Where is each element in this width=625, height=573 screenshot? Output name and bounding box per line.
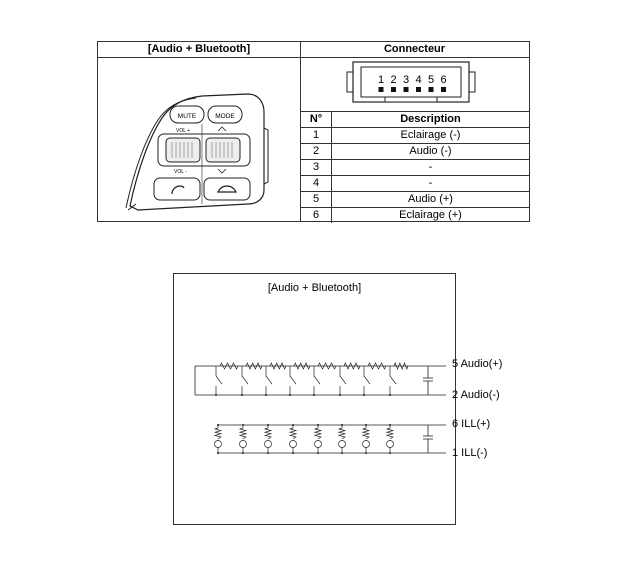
junction-dot [363, 394, 365, 396]
junction-dot [265, 394, 267, 396]
switch-contact [216, 376, 222, 384]
pin-description: Audio (-) [409, 145, 452, 157]
schematic-title: [Audio + Bluetooth] [267, 282, 362, 294]
pin-number: 5 [301, 192, 332, 207]
junction-dot [242, 452, 244, 454]
terminal-audio-plus: 5 Audio(+) [452, 358, 503, 370]
lamp-symbol [339, 441, 346, 448]
junction-dot [365, 452, 367, 454]
terminal-audio-minus: 2 Audio(-) [452, 389, 500, 401]
junction-dot [215, 394, 217, 396]
junction-dot [217, 452, 219, 454]
junction-dot [339, 394, 341, 396]
junction-dot [389, 452, 391, 454]
junction-dot [267, 452, 269, 454]
pin-description: Eclairage (-) [400, 129, 461, 141]
switch-contact [290, 376, 296, 384]
junction-dot [389, 424, 391, 426]
resistor-symbol [240, 428, 246, 439]
junction-dot [365, 424, 367, 426]
resistor-symbol [294, 363, 310, 369]
pin-number: 2 [301, 144, 332, 159]
lamp-symbol [215, 441, 222, 448]
lamp-symbol [387, 441, 394, 448]
terminal-ill-minus: 1 ILL(-) [452, 447, 488, 459]
switch-contact [242, 376, 248, 384]
switch-contact [390, 376, 396, 384]
connector-pin-number: 4 [415, 74, 422, 86]
pin-description: Audio (+) [408, 193, 453, 205]
resistor-symbol [246, 363, 262, 369]
pin-description: - [428, 161, 433, 173]
connector-pin-number: 1 [377, 74, 385, 86]
resistor-symbol [265, 428, 271, 439]
junction-dot [242, 424, 244, 426]
lamp-symbol [240, 441, 247, 448]
junction-dot [313, 394, 315, 396]
resistor-symbol [290, 428, 296, 439]
junction-dot [317, 424, 319, 426]
resistor-symbol [368, 363, 386, 369]
resistor-symbol [315, 428, 321, 439]
resistor-symbol [270, 363, 286, 369]
connector-header: Connecteur [300, 42, 529, 58]
vol-down-label: VOL - [174, 169, 187, 175]
junction-dot [341, 424, 343, 426]
mute-button-label: MUTE [177, 113, 197, 120]
pin-description-header: Description [400, 113, 461, 125]
junction-dot [341, 452, 343, 454]
vol-up-label: VOL + [176, 128, 191, 134]
switch-contact [340, 376, 346, 384]
pin-number: 3 [301, 160, 332, 175]
resistor-symbol [220, 363, 238, 369]
switch-contact [364, 376, 370, 384]
resistor-symbol [339, 428, 345, 439]
pin-number: 6 [301, 208, 332, 223]
resistor-symbol [344, 363, 360, 369]
connector-pin-number: 5 [427, 74, 435, 86]
pin-number-header: N° [301, 112, 332, 127]
pin-description: - [428, 177, 433, 189]
pin-number: 4 [301, 176, 332, 191]
resistor-symbol [387, 428, 393, 439]
lamp-symbol [265, 441, 272, 448]
connector-pin-number: 2 [390, 74, 397, 86]
lamp-symbol [363, 441, 370, 448]
junction-dot [317, 452, 319, 454]
switch-contact [266, 376, 272, 384]
connector-pin-number: 6 [440, 74, 447, 86]
pin-number: 1 [301, 128, 332, 143]
switch-header: [Audio + Bluetooth] [98, 42, 301, 58]
lamp-symbol [290, 441, 297, 448]
resistor-symbol [215, 428, 221, 439]
mode-button-label: MODE [215, 113, 235, 120]
resistor-symbol [318, 363, 336, 369]
resistor-symbol [363, 428, 369, 439]
junction-dot [389, 394, 391, 396]
junction-dot [217, 424, 219, 426]
switch-contact [314, 376, 320, 384]
resistor-symbol [394, 363, 408, 369]
terminal-ill-plus: 6 ILL(+) [452, 418, 491, 430]
junction-dot [289, 394, 291, 396]
connector-pin-number: 3 [402, 74, 410, 86]
lamp-symbol [315, 441, 322, 448]
junction-dot [292, 424, 294, 426]
pin-description: Eclairage (+) [399, 209, 462, 221]
junction-dot [241, 394, 243, 396]
junction-dot [267, 424, 269, 426]
junction-dot [292, 452, 294, 454]
